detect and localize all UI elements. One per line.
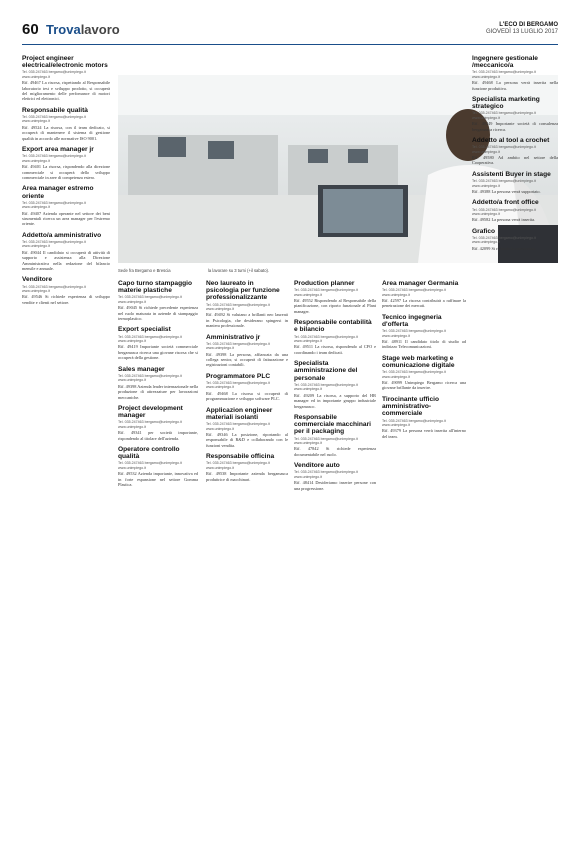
ad-title: Area manager estremo oriente (22, 185, 94, 200)
ad-contact: Tel. 035.247463 bergamo@unimpiego.it www.unimpiego.it (472, 207, 536, 216)
ad-title: Neo laureato in psicologia per funzione professionalizzante (206, 280, 280, 302)
ad-title: Grafico (472, 227, 496, 235)
ad-text: Rif. 49379 La persona verrà inserita all'interno del team. (382, 428, 466, 439)
ad-contact: Tel. 035.247463 bergamo@unimpiego.it www.unimpiego.it (118, 420, 182, 429)
ad-text: Rif. 47842 Si richiede esperienza documentabile nel ruolo. (294, 446, 376, 457)
ad-title: Sales manager (118, 365, 165, 373)
page-number: 60 (22, 21, 39, 38)
ad-title: Project development manager (118, 404, 183, 420)
ad-contact: Tel. 035.247463 bergamo@unimpiego.it www.unimpiego.it (382, 329, 446, 338)
ad-contact: Tel. 035.247463 bergamo@unimpiego.it www.unimpiego.it (472, 70, 536, 79)
ad-contact: Tel. 035.247463 bergamo@unimpiego.it www.unimpiego.it (22, 154, 86, 163)
paper-name: L'ECO DI BERGAMO (499, 22, 558, 28)
ad-text: Rif. 49546 Si richiede esperienza di sviluppo vendite e clienti nel settore. (22, 294, 110, 305)
ad-text: Rif. 49388 La persona verrà supportato. (472, 188, 541, 194)
ad-text: Rif. 49209 La risorsa, a supporto del HR manager ed in importante gruppo industriale bergamasco. (294, 392, 376, 409)
ad-contact: Tel. 035.247463 bergamo@unimpiego.it www.unimpiego.it (206, 422, 270, 431)
ad-text: Rif. 49407 Azienda operante nel settore dei beni strumentali ricerca un area manager per l'estremo oriente. (22, 210, 110, 227)
ad-text: Rif. 42597 La risorsa contribuirà a raffinare la penetrazione dei mercati. (382, 298, 466, 309)
photo-caption-right: la lavorare su 3 turni (+il sabato). (208, 268, 270, 273)
ad-title: Specialista amministrazione del personale (294, 360, 358, 382)
ad-title: Area manager Germania (382, 280, 459, 287)
ad-contact: Tel. 035.247463 bergamo@unimpiego.it www.unimpiego.it (382, 288, 446, 297)
issue-date: GIOVEDÌ 13 LUGLIO 2017 (485, 29, 558, 35)
ad-title: Addetto al tool a crochet (472, 137, 550, 145)
ad-text: Rif. 49524 La risorsa, con il team dedicato, si occuperà di mantenere il sistema di gestione qualità in accordo alle normative ISO 9001. (22, 124, 110, 141)
ad-contact: Tel. 035.247463 bergamo@unimpiego.it www.unimpiego.it (22, 70, 86, 79)
ad-text: Rif. 49341 per società importante, rispondendo al titolare dell'azienda. (118, 430, 198, 441)
section-title (46, 22, 120, 37)
ad-contact: Tel. 035.247463 bergamo@unimpiego.it www.unimpiego.it (294, 288, 358, 297)
ad-title: Responsabile qualità (22, 106, 88, 114)
ad-contact: Tel. 035.247463 bergamo@unimpiego.it www.unimpiego.it (294, 382, 358, 392)
ad-text: Rif. 49582 La persona verrà inserita. (472, 217, 536, 223)
ad-contact: Tel. 035.247463 bergamo@unimpiego.it www.unimpiego.it (472, 235, 536, 245)
ad-text: Rif. 49467 La risorsa, rispettando al Responsabile laboratorio test e sviluppo prodotto, si occuperà del miglioramento delle perfomance di motori elettrici ed elettronici. (22, 80, 110, 102)
ad-title: Tecnico ingegneria d'offerta (382, 313, 442, 329)
ad-title: Ingegnere gestionale /meccanico/a (472, 55, 538, 70)
ad-contact: Tel. 035.247463 bergamo@unimpiego.it www.unimpiego.it (22, 200, 86, 210)
ad-text: Rif. 48414 Desideriamo inserire persone con una progressione. (294, 480, 376, 491)
ad-contact: Tel. 035.247463 bergamo@unimpiego.it www.unimpiego.it (22, 284, 86, 293)
ad-contact: Tel. 035.247463 bergamo@unimpiego.it www.unimpiego.it (118, 295, 182, 304)
ad-title: Assistenti Buyer in stage (472, 170, 551, 178)
ad-text: Rif. 42099 Si richiede la conoscenza. (472, 245, 537, 251)
ad-title: Stage web marketing e comunicazione digitale (382, 354, 455, 370)
ad-title: Responsabile officina (206, 453, 275, 461)
photo-caption-left: Sede fra Bergamo e Brescia (118, 268, 171, 273)
ad-title: Specialista marketing strategico (472, 96, 540, 111)
ad-title: Addetto/a amministrativo (22, 231, 102, 239)
ad-text: Rif. 49511 La risorsa, rispondendo al CFO e coordinando i team dedicati. (294, 344, 376, 355)
ad-text: Rif. 49580 Ad ambito nel settore della Cooperativa. (472, 155, 558, 166)
column-1 (22, 50, 110, 845)
ad-title: Programmatore PLC (206, 372, 271, 380)
ad-contact: Tel. 035.247463 bergamo@unimpiego.it www.unimpiego.it (294, 436, 358, 445)
ad-title: Production planner (294, 280, 355, 287)
column-2 (118, 275, 198, 845)
ad-contact: Tel. 035.247463 bergamo@unimpiego.it www.unimpiego.it (472, 179, 536, 188)
ad-title: Amministrativo jr (206, 333, 261, 341)
ad-title: Addetto/a front office (472, 199, 539, 207)
ad-title: Capo turno stampaggio materie plastiche (118, 280, 192, 295)
ad-contact: Tel. 035.247463 bergamo@unimpiego.it www.unimpiego.it (22, 115, 86, 124)
ad-contact: Tel. 035.247463 bergamo@unimpiego.it www.unimpiego.it (472, 145, 536, 154)
ad-text: Rif. 49492 Si valutano a brillanti neo laureati in Psicologia, che desiderano spingersi in maniera professionale. (206, 312, 288, 329)
ad-text: Rif. 49449 Importante società di consulenza bergamasca ricerca. (472, 121, 558, 132)
column-4 (294, 275, 376, 845)
ad-text: Rif. 49044 Il candidato si occuperà di attività di supporto e assistenza alla Direzione Amministrativa nella redazione del bilancio mensile e annuale. (22, 249, 110, 271)
ad-contact: Tel. 035.247463 bergamo@unimpiego.it www.unimpiego.it (206, 381, 270, 390)
ad-title: Applicazion engineer materiali isolanti (206, 406, 273, 421)
ad-title: Responsabile commerciale macchinari per il packaging (294, 413, 371, 436)
ad-contact: Tel. 035.247463 bergamo@unimpiego.it www.unimpiego.it (206, 341, 270, 351)
masthead (486, 22, 558, 36)
ad-title: Responsabile contabilità e bilancio (294, 319, 372, 334)
column-3 (206, 275, 288, 845)
ad-title: Export area manager jr (22, 146, 94, 154)
ad-contact: Tel. 035.247463 bergamo@unimpiego.it www.unimpiego.it (118, 461, 182, 470)
ad-text: Rif. 49538 Importante azienda bergamasca produttrice di macchinari. (206, 471, 288, 482)
ad-contact: Tel. 035.247463 bergamo@unimpiego.it www.unimpiego.it (294, 334, 358, 344)
ad-text: Rif. 49468 La risorsa si occuperà di programmazione e sviluppo software PLC. (206, 390, 288, 402)
ad-title: Venditore auto (294, 462, 340, 470)
ad-text: Rif. 49468 La persona verrà inserita nella funzione produttiva. (472, 80, 558, 91)
column-5 (382, 275, 466, 845)
ad-title: Tirocinante ufficio amministrativo-commerciale (382, 395, 440, 418)
ad-text: Rif. 49045 Si richiede precedente esperienza nel ruolo maturata in aziende di stampaggio termoplastico. (118, 305, 198, 322)
ad-contact: Tel. 035.247463 bergamo@unimpiego.it www.unimpiego.it (472, 111, 536, 120)
ad-text: Rif. 49099 Unimpiego Bergamo ricerca una giovane brillante da inserire. (382, 380, 466, 391)
ad-contact: Tel. 035.247463 bergamo@unimpiego.it www.unimpiego.it (22, 239, 86, 249)
ad-text: Rif. 49419 Importante società commerciale bergamasca ricerca una giovane risorsa che si occuperà della gestione. (118, 344, 198, 361)
ad-contact: Tel. 035.247463 bergamo@unimpiego.it www.unimpiego.it (206, 302, 270, 312)
ad-text: Rif. 49552 Rispondendo al Responsabile della pianificazione, con riporto funzionale al Plant manager. (294, 298, 376, 314)
ad-contact: Tel. 035.247463 bergamo@unimpiego.it www.unimpiego.it (118, 334, 182, 344)
ad-text: Rif. 49398 Azienda leader internazionale nella produzione di attrezzature per lavorazioni meccaniche. (118, 383, 198, 400)
ad-title: Operatore controllo qualità (118, 445, 180, 461)
ad-contact: Tel. 035.247463 bergamo@unimpiego.it www.unimpiego.it (206, 461, 270, 470)
ad-contact: Tel. 035.247463 bergamo@unimpiego.it www.unimpiego.it (382, 370, 446, 379)
ad-text: Rif. 49532 Azienda importante, innovativa ed in forte espansione nel settore Gomma Plastica. (118, 471, 198, 487)
ad-title: Project engineer electrical/electronic motors (22, 55, 108, 70)
ad-contact: Tel. 035.247463 bergamo@unimpiego.it www.unimpiego.it (118, 373, 182, 383)
ad-contact: Tel. 035.247463 bergamo@unimpiego.it www.unimpiego.it (382, 418, 446, 427)
ad-text: Rif. 49398 La persona, affiancata da una collega senior, si occuperà di fatturazione e registrazioni contabili. (206, 351, 288, 368)
ad-text: Rif. 48911 Il candidato titolo di studio ad indirizzo Telecomunicazioni. (382, 339, 466, 350)
column-6 (472, 50, 558, 845)
section-title-b: lavoro (80, 22, 120, 37)
section-title-a: Trova (46, 22, 81, 37)
ad-text: Rif. 49401 La risorsa, rispondendo alla direzione commerciale si occuperà dello sviluppo commerciale in aree di competenza estero. (22, 164, 110, 180)
ad-title: Venditore (22, 276, 53, 284)
ad-text: Rif. 49346 La posizione, riportando al responsabile di R&D e collaborando con le funzioni vendita. (206, 431, 288, 448)
ad-title: Export specialist (118, 326, 171, 334)
ad-contact: Tel. 035.247463 bergamo@unimpiego.it www.unimpiego.it (294, 470, 358, 479)
page-header (22, 21, 558, 45)
